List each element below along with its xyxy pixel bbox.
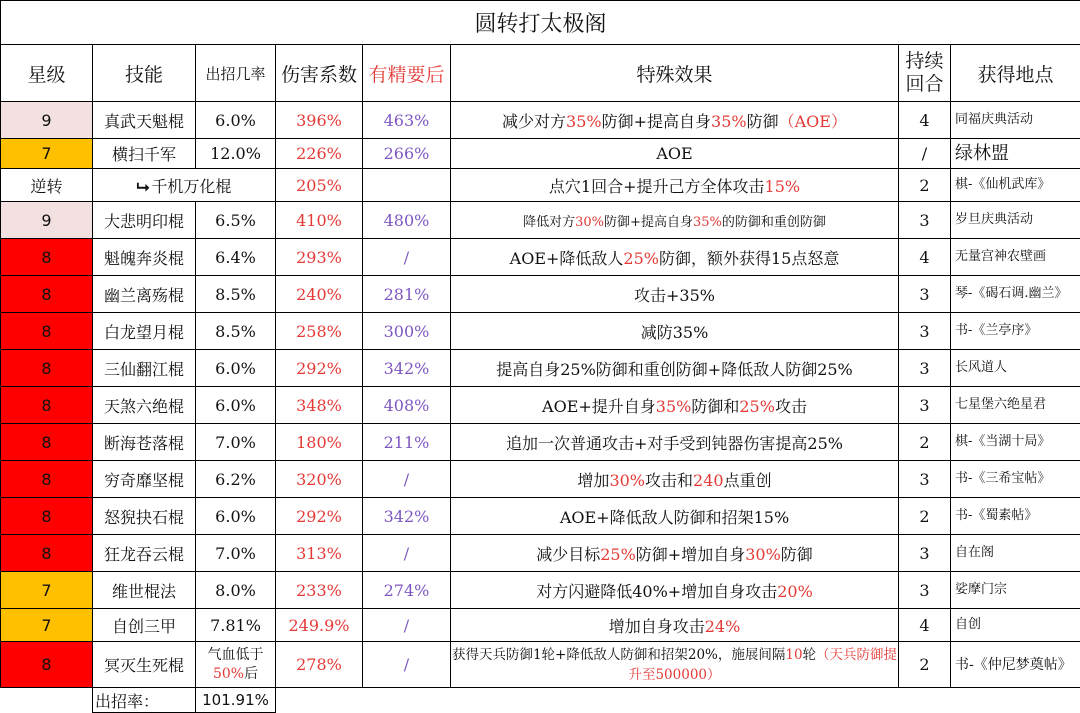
source-cell: 书-《蜀素帖》 xyxy=(951,498,1080,535)
table-row xyxy=(1,461,1080,498)
star-cell: 8 xyxy=(1,387,93,424)
skill-name: 断海苍落棍 xyxy=(93,424,196,461)
star-cell: 8 xyxy=(1,313,93,350)
damage-cell: 258% xyxy=(276,313,363,350)
refined-cell: 266% xyxy=(363,139,451,169)
turns-cell: 3 xyxy=(899,313,951,350)
header-damage: 伤害系数 xyxy=(276,45,363,102)
table-row xyxy=(1,498,1080,535)
star-cell: 8 xyxy=(1,350,93,387)
refined-cell: 211% xyxy=(363,424,451,461)
effect-cell: 增加自身攻击24% xyxy=(451,609,899,642)
table-row xyxy=(1,239,1080,276)
source-cell: 绿林盟 xyxy=(951,139,1080,169)
footer-spacer xyxy=(899,688,951,713)
skill-name: ⮡ 千机万化棍 xyxy=(93,169,276,202)
damage-cell: 292% xyxy=(276,350,363,387)
star-cell: 9 xyxy=(1,202,93,239)
star-cell: 8 xyxy=(1,535,93,572)
turns-cell: 3 xyxy=(899,202,951,239)
refined-cell: / xyxy=(363,609,451,642)
skill-name: 横扫千军 xyxy=(93,139,196,169)
damage-cell: 292% xyxy=(276,498,363,535)
skill-name: 真武天魁棍 xyxy=(93,102,196,139)
header-refined: 有精要后 xyxy=(363,45,451,102)
damage-cell: 249.9% xyxy=(276,609,363,642)
damage-cell: 348% xyxy=(276,387,363,424)
header-skill: 技能 xyxy=(93,45,196,102)
rate-cell: 6.4% xyxy=(196,239,276,276)
return-arrow-icon: ⮡ xyxy=(137,177,150,196)
rate-cell: 6.0% xyxy=(196,387,276,424)
star-cell: 逆转 xyxy=(1,169,93,202)
skill-name: 大悲明印棍 xyxy=(93,202,196,239)
damage-cell: 278% xyxy=(276,642,363,688)
effect-cell: 点穴1回合+提升己方全体攻击15% xyxy=(451,169,899,202)
effect-cell: 减少对方35%防御+提高自身35%防御（AOE） xyxy=(451,102,899,139)
table-row xyxy=(1,609,1080,642)
table-row xyxy=(1,535,1080,572)
rate-cell: 7.0% xyxy=(196,424,276,461)
damage-cell: 205% xyxy=(276,169,363,202)
source-cell: 琴-《碣石调.幽兰》 xyxy=(951,276,1080,313)
refined-cell: 463% xyxy=(363,102,451,139)
turns-cell: / xyxy=(899,139,951,169)
star-cell: 8 xyxy=(1,461,93,498)
source-cell: 无量宫神农壁画 xyxy=(951,239,1080,276)
damage-cell: 320% xyxy=(276,461,363,498)
source-cell: 同福庆典活动 xyxy=(951,102,1080,139)
turns-cell: 3 xyxy=(899,461,951,498)
source-cell: 棋-《仙机武库》 xyxy=(951,169,1080,202)
footer-spacer xyxy=(951,688,1080,713)
refined-cell: 342% xyxy=(363,350,451,387)
source-cell: 自创 xyxy=(951,609,1080,642)
rate-cell: 12.0% xyxy=(196,139,276,169)
turns-cell: 2 xyxy=(899,424,951,461)
refined-cell: 408% xyxy=(363,387,451,424)
table-row xyxy=(1,387,1080,424)
table-row xyxy=(1,169,1080,202)
star-cell: 8 xyxy=(1,239,93,276)
effect-cell: 减防35% xyxy=(451,313,899,350)
turns-cell: 3 xyxy=(899,276,951,313)
header-source: 获得地点 xyxy=(951,45,1080,102)
turns-cell: 3 xyxy=(899,535,951,572)
rate-cell: 7.81% xyxy=(196,609,276,642)
turns-cell: 4 xyxy=(899,239,951,276)
skill-name: 维世棍法 xyxy=(93,572,196,609)
rate-cell: 8.5% xyxy=(196,313,276,350)
turns-cell: 2 xyxy=(899,642,951,688)
damage-cell: 233% xyxy=(276,572,363,609)
skill-name: 天煞六绝棍 xyxy=(93,387,196,424)
skill-name: 狂龙吞云棍 xyxy=(93,535,196,572)
skill-name: 怒猊抉石棍 xyxy=(93,498,196,535)
refined-cell: / xyxy=(363,461,451,498)
effect-cell: 增加30%攻击和240点重创 xyxy=(451,461,899,498)
rate-cell: 气血低于 50%后 xyxy=(196,642,276,688)
footer-row xyxy=(1,688,1080,713)
table-row xyxy=(1,139,1080,169)
header-effect: 特殊效果 xyxy=(451,45,899,102)
skill-name: 自创三甲 xyxy=(93,609,196,642)
rate-cell: 8.5% xyxy=(196,276,276,313)
star-cell: 8 xyxy=(1,424,93,461)
effect-cell: 提高自身25%防御和重创防御+降低敌人防御25% xyxy=(451,350,899,387)
turns-cell: 2 xyxy=(899,498,951,535)
skill-name: 魁魄奔炎棍 xyxy=(93,239,196,276)
rate-cell: 6.0% xyxy=(196,102,276,139)
star-cell: 7 xyxy=(1,572,93,609)
source-cell: 七星堡六绝星君 xyxy=(951,387,1080,424)
header-rate: 出招几率 xyxy=(196,45,276,102)
star-cell: 9 xyxy=(1,102,93,139)
star-cell: 7 xyxy=(1,609,93,642)
damage-cell: 410% xyxy=(276,202,363,239)
damage-cell: 313% xyxy=(276,535,363,572)
footer-spacer xyxy=(276,688,363,713)
refined-cell: / xyxy=(363,239,451,276)
refined-cell: 480% xyxy=(363,202,451,239)
source-cell: 岁旦庆典活动 xyxy=(951,202,1080,239)
effect-cell: 减少目标25%防御+增加自身30%防御 xyxy=(451,535,899,572)
source-cell: 书-《兰亭序》 xyxy=(951,313,1080,350)
refined-cell: 300% xyxy=(363,313,451,350)
skill-name: 三仙翻江棍 xyxy=(93,350,196,387)
turns-cell: 3 xyxy=(899,572,951,609)
rate-cell: 7.0% xyxy=(196,535,276,572)
refined-cell xyxy=(363,169,451,202)
table-row xyxy=(1,642,1080,688)
source-cell: 长风道人 xyxy=(951,350,1080,387)
star-cell: 8 xyxy=(1,498,93,535)
effect-cell: AOE xyxy=(451,139,899,169)
effect-cell: AOE+提升自身35%防御和25%攻击 xyxy=(451,387,899,424)
damage-cell: 180% xyxy=(276,424,363,461)
source-cell: 棋-《当湖十局》 xyxy=(951,424,1080,461)
table-row xyxy=(1,276,1080,313)
skill-name: 幽兰离殇棍 xyxy=(93,276,196,313)
effect-cell: 追加一次普通攻击+对手受到钝器伤害提高25% xyxy=(451,424,899,461)
turns-cell: 2 xyxy=(899,169,951,202)
star-cell: 8 xyxy=(1,276,93,313)
footer-label: 出招率： xyxy=(93,688,196,713)
source-cell: 书-《三希宝帖》 xyxy=(951,461,1080,498)
table-row xyxy=(1,102,1080,139)
damage-cell: 293% xyxy=(276,239,363,276)
refined-cell: 281% xyxy=(363,276,451,313)
effect-cell: 降低对方30%防御+提高自身35%的防御和重创防御 xyxy=(451,202,899,239)
source-cell: 娑摩门宗 xyxy=(951,572,1080,609)
rate-cell: 8.0% xyxy=(196,572,276,609)
skill-name: 冥灭生死棍 xyxy=(93,642,196,688)
table-title: 圆转打太极阁 xyxy=(1,1,1080,45)
footer-spacer xyxy=(363,688,451,713)
effect-cell: 获得天兵防御1轮+降低敌人防御和招架20%，施展间隔10轮（天兵防御提升至500000） xyxy=(451,642,899,688)
skill-name: 白龙望月棍 xyxy=(93,313,196,350)
header-turns: 持续 回合 xyxy=(899,45,951,102)
turns-cell: 3 xyxy=(899,387,951,424)
table-row xyxy=(1,202,1080,239)
turns-cell: 4 xyxy=(899,102,951,139)
table-row xyxy=(1,572,1080,609)
star-cell: 7 xyxy=(1,139,93,169)
effect-cell: 对方闪避降低40%+增加自身攻击20% xyxy=(451,572,899,609)
rate-cell: 6.0% xyxy=(196,498,276,535)
turns-cell: 4 xyxy=(899,609,951,642)
header-star: 星级 xyxy=(1,45,93,102)
table-row xyxy=(1,313,1080,350)
star-cell: 8 xyxy=(1,642,93,688)
source-cell: 书-《仲尼梦奠帖》 xyxy=(951,642,1080,688)
effect-cell: AOE+降低敌人25%防御，额外获得15点怒意 xyxy=(451,239,899,276)
footer-spacer xyxy=(451,688,899,713)
table-row xyxy=(1,424,1080,461)
rate-cell: 6.0% xyxy=(196,350,276,387)
damage-cell: 240% xyxy=(276,276,363,313)
footer-spacer xyxy=(1,688,93,713)
damage-cell: 226% xyxy=(276,139,363,169)
source-cell: 自在阁 xyxy=(951,535,1080,572)
turns-cell: 3 xyxy=(899,350,951,387)
refined-cell: 274% xyxy=(363,572,451,609)
damage-cell: 396% xyxy=(276,102,363,139)
rate-cell: 6.2% xyxy=(196,461,276,498)
rate-cell: 6.5% xyxy=(196,202,276,239)
effect-cell: AOE+降低敌人防御和招架15% xyxy=(451,498,899,535)
refined-cell: 342% xyxy=(363,498,451,535)
footer-value: 101.91% xyxy=(196,688,276,713)
refined-cell: / xyxy=(363,535,451,572)
table-row xyxy=(1,350,1080,387)
skill-name: 穷奇靡坚棍 xyxy=(93,461,196,498)
effect-cell: 攻击+35% xyxy=(451,276,899,313)
refined-cell: / xyxy=(363,642,451,688)
